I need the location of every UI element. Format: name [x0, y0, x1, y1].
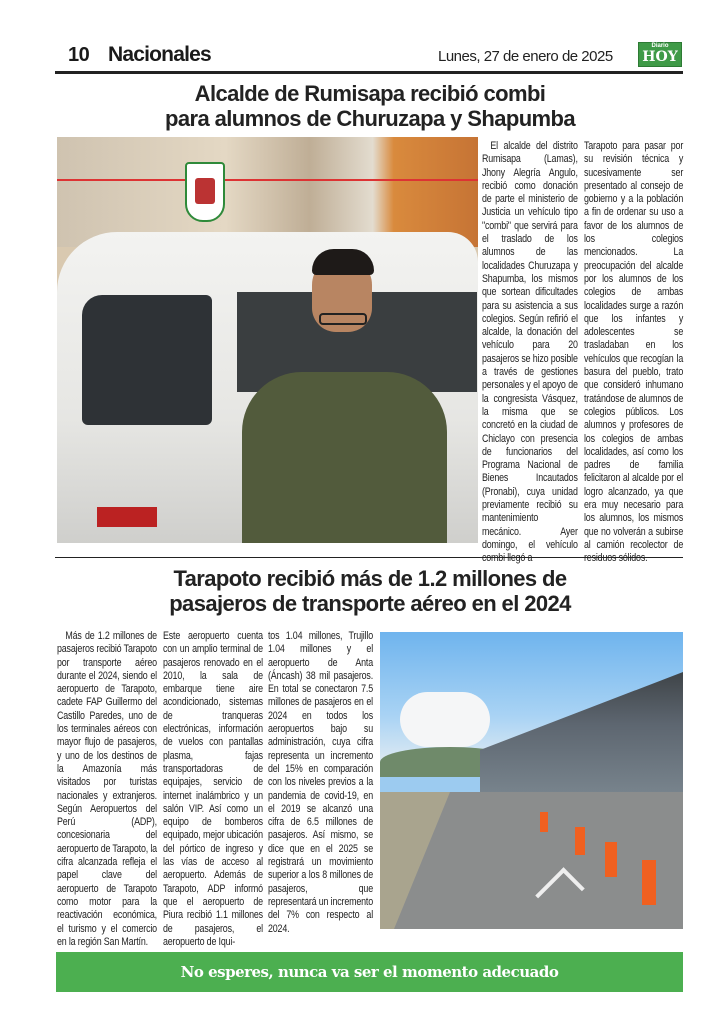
- municipal-emblem: [185, 162, 225, 222]
- article1-paragraph-1: El alcalde del distrito Rumisapa (Lamas), Jhony Alegría Angulo, recibió como donación de parte el ministerio de Justicia un vehículo tipo "combi" que servirá para el traslado de los alumnos de las localidades Churuzapa y Shapumba, los mismos que sortean dificultades para su asistencia a sus colegios. Según refirió el alcalde, la donación del vehículo para 20 pasajeros se hizo posible a través de gestiones personales y el apoyo de la congresista Vásquez, la misma que se concretó en la ciudad de Chiclayo con presencia de funcionarios del Programa Nacional de Bienes Incautados (Pronabi), cuya unidad previamente recibió su mantenimiento mecánico. Ayer domingo, el vehículo combi llegó a: [482, 140, 578, 565]
- logo-small-text: Diario: [651, 43, 669, 49]
- article2-column-1: [57, 630, 157, 949]
- article1-headline: [60, 81, 680, 131]
- article2-headline: [60, 566, 680, 616]
- header-rule: [55, 71, 683, 74]
- issue-date: Lunes, 27 de enero de 2025: [438, 48, 613, 65]
- article2-paragraph-1: Más de 1.2 millones de pasajeros recibió Tarapoto por transporte aéreo durante el 2024, siendo el aeropuerto de Tarapoto, cadete FAP Guillermo del Castillo Paredes, uno de los terminales aéreos con mayor flujo de pasajeros, y uno de los destinos de la Amazonía más visitados por turistas nacionales y extranjeros. Según Aeropuertos del Perú (ADP), concesionaria del aeropuerto de Tarapoto, la cifra alcanzada refleja el papel clave del aeropuerto de Tarapoto como motor para la reactivación económica, el turismo y el comercio en la región San Martín.: [57, 630, 157, 948]
- section-title: Nacionales: [108, 43, 211, 66]
- article2-headline-line2: pasajeros de transporte aéreo en el 2024: [169, 591, 571, 616]
- newspaper-logo: [638, 42, 682, 67]
- article2-headline-line1: Tarapoto recibió más de 1.2 millones de: [173, 566, 567, 591]
- article2-airport-photo: [380, 632, 683, 929]
- article1-column-1: [482, 140, 578, 566]
- footer-slogan-banner: No esperes, nunca va ser el momento adecuado: [56, 952, 683, 992]
- article1-headline-line1: Alcalde de Rumisapa recibió combi: [194, 81, 546, 106]
- logo-big-text: HOY: [642, 49, 678, 65]
- article1-column-2: [584, 140, 683, 566]
- article2-paragraph-2: Este aeropuerto cuenta con un amplio terminal de pasajeros renovado en el 2010, la sala de embarque tiene aire acondicionado, sistemas de tranqueras electrónicas, información de vuelos con pantallas plasma, fajas transportadoras de equipajes, servicio de internet inalámbrico y un salón VIP. Así como un equipo de bomberos equipado, mejor ubicación del pórtico de ingreso y las vías de acceso al aeropuerto. Además de Tarapoto, ADP informó que el aeropuerto de Piura recibió 1.1 millones de pasajeros, el aeropuerto de Iqui-: [163, 630, 263, 948]
- page-number: 10: [68, 44, 90, 66]
- article2-column-3: [268, 630, 373, 936]
- article1-paragraph-2: Tarapoto para pasar por su revisión técnica y sucesivamente ser presentado al consejo de gobierno y a la población a fin de ordenar su uso a favor de los alumnos de los colegios mencionados. La preocupación del alcalde por los alumnos de los colegios de ambas localidades surge a razón que los infantes y adolescentes se trasladaban en los vehículos que recogían la basura del pueblo, trato que consideró inhumano tratándose de alumnos de colegios públicos. Los alumnos y profesores de los colegios de ambas localidades, así como los padres de familia felicitaron al alcalde por el logro alcanzado, ya que era muy necesario para los alumnos, los mismos que no volverán a subirse al camión recolector de residuos sólidos.: [584, 140, 684, 565]
- article2-paragraph-3: tos 1.04 millones, Trujillo 1.04 millones y el aeropuerto de Anta (Áncash) 38 mil pasajeros. En total se conectaron 7.5 millones de pasajeros en el 2024 en todos los aeropuertos bajo su administración, cuya cifra representa un incremento del 15% en comparación con los niveles previos a la pandemia de covid-19, en el 2019 se alcanzó una cifra de 6.5 millones de pasajeros. Así mismo, se dice que en el 2025 se registrará un movimiento superior a los 8 millones de pasajeros, que representará un incremento del 7% con respecto al 2024.: [268, 630, 373, 935]
- article1-photo: [57, 137, 478, 543]
- article2-column-2: [163, 630, 263, 949]
- article1-headline-line2: para alumnos de Churuzapa y Shapumba: [165, 106, 575, 131]
